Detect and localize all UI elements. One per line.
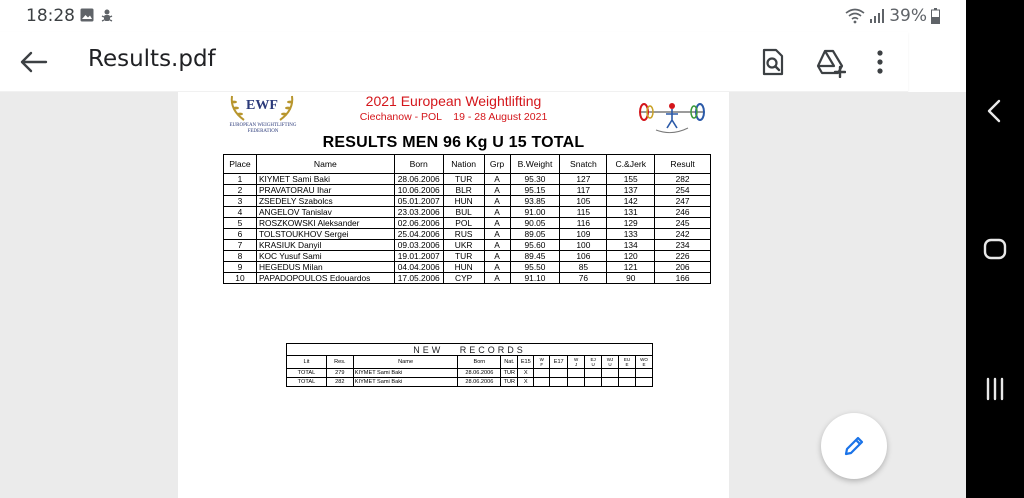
cell-cjerk: 121	[607, 262, 655, 273]
rec-cell-nat: TUR	[501, 369, 518, 378]
cell-place: 5	[224, 218, 257, 229]
cell-cjerk: 134	[607, 240, 655, 251]
cell-nation: BLR	[443, 185, 484, 196]
federation-name-line1: EUROPEAN WEIGHTLIFTING	[229, 123, 297, 128]
cell-result: 234	[655, 240, 711, 251]
pdf-page	[178, 92, 729, 498]
edit-fab-button[interactable]	[821, 413, 887, 479]
cell-name: ZSEDELY Szabolcs	[256, 196, 394, 207]
rec-cell-wj	[568, 378, 585, 387]
col-nation: Nation	[443, 155, 484, 174]
cell-name: PAPADOPOULOS Edouardos	[256, 273, 394, 284]
cell-place: 9	[224, 262, 257, 273]
cell-bweight: 93.85	[510, 196, 560, 207]
rec-cell-eue	[618, 369, 635, 378]
search-document-icon[interactable]	[756, 46, 788, 78]
cell-born: 17.05.2006	[394, 273, 443, 284]
rec-col-woe: WO E	[635, 356, 652, 369]
rec-cell-born: 28.06.2006	[458, 378, 501, 387]
add-to-drive-icon[interactable]	[814, 46, 846, 78]
cell-cjerk: 131	[607, 207, 655, 218]
cell-name: TOLSTOUKHOV Sergei	[256, 229, 394, 240]
rec-col-wf: W F	[534, 356, 550, 369]
cell-place: 2	[224, 185, 257, 196]
event-place-date: Ciechanow - POL 19 - 28 August 2021	[359, 111, 548, 123]
cell-cjerk: 120	[607, 251, 655, 262]
results-header-row	[224, 155, 711, 174]
cell-cjerk: 142	[607, 196, 655, 207]
cell-snatch: 85	[560, 262, 607, 273]
cell-name: KIYMET Sami Baki	[256, 174, 394, 185]
navigation-bar	[966, 0, 1024, 498]
rec-cell-lit: TOTAL	[287, 369, 327, 378]
cell-nation: BUL	[443, 207, 484, 218]
cell-grp: A	[484, 229, 510, 240]
image-icon	[80, 8, 94, 22]
cell-snatch: 116	[560, 218, 607, 229]
cell-result: 242	[655, 229, 711, 240]
table-row	[224, 251, 711, 262]
rec-cell-born: 28.06.2006	[458, 369, 501, 378]
more-options-icon[interactable]	[864, 46, 896, 78]
cell-result: 254	[655, 185, 711, 196]
rec-cell-woe	[635, 369, 652, 378]
cell-cjerk: 90	[607, 273, 655, 284]
cell-nation: HUN	[443, 262, 484, 273]
app-bar	[0, 32, 908, 92]
cell-cjerk: 137	[607, 185, 655, 196]
cell-bweight: 95.60	[510, 240, 560, 251]
table-row	[224, 273, 711, 284]
rec-cell-res: 282	[326, 378, 353, 387]
cell-nation: HUN	[443, 196, 484, 207]
records-title: NEW RECORDS	[286, 343, 653, 355]
championship-logo	[636, 94, 708, 138]
back-nav-icon[interactable]	[980, 96, 1010, 126]
cell-bweight: 91.00	[510, 207, 560, 218]
cell-born: 02.06.2006	[394, 218, 443, 229]
cell-nation: CYP	[443, 273, 484, 284]
document-title: Results.pdf	[88, 46, 216, 72]
cell-result: 206	[655, 262, 711, 273]
cell-bweight: 95.50	[510, 262, 560, 273]
cell-name: KOC Yusuf Sami	[256, 251, 394, 262]
cell-bweight: 89.05	[510, 229, 560, 240]
rec-col-wju: WJ U	[602, 356, 619, 369]
usb-debug-icon	[100, 8, 114, 24]
status-right-group	[845, 6, 940, 26]
table-row	[224, 229, 711, 240]
status-bar	[0, 0, 966, 32]
rec-cell-wf	[534, 369, 550, 378]
cell-snatch: 105	[560, 196, 607, 207]
back-arrow-icon[interactable]	[18, 48, 50, 76]
cell-born: 19.01.2007	[394, 251, 443, 262]
cell-born: 09.03.2006	[394, 240, 443, 251]
table-row	[224, 240, 711, 251]
cell-result: 247	[655, 196, 711, 207]
rec-cell-nat: TUR	[501, 378, 518, 387]
cell-place: 4	[224, 207, 257, 218]
cell-place: 7	[224, 240, 257, 251]
recents-nav-icon[interactable]	[980, 374, 1010, 404]
rec-col-e15: E15	[518, 356, 534, 369]
table-row	[224, 185, 711, 196]
rec-col-born: Born	[458, 356, 501, 369]
cell-snatch: 106	[560, 251, 607, 262]
results-heading: RESULTS MEN 96 Kg U 15 TOTAL	[322, 134, 585, 151]
rec-col-eju: EJ U	[585, 356, 602, 369]
cell-nation: TUR	[443, 251, 484, 262]
cell-grp: A	[484, 207, 510, 218]
rec-cell-woe	[635, 378, 652, 387]
rec-cell-e15: X	[518, 369, 534, 378]
cell-grp: A	[484, 273, 510, 284]
table-row	[224, 174, 711, 185]
cell-born: 23.03.2006	[394, 207, 443, 218]
wifi-question-icon	[845, 8, 865, 24]
cell-nation: TUR	[443, 174, 484, 185]
cell-result: 166	[655, 273, 711, 284]
rec-col-wj: W J	[568, 356, 585, 369]
ewf-logo-text: EWF	[246, 98, 278, 113]
cell-bweight: 89.45	[510, 251, 560, 262]
rec-col-eue: EU E	[618, 356, 635, 369]
rec-cell-res: 279	[326, 369, 353, 378]
rec-cell-wf	[534, 378, 550, 387]
rec-cell-name: KIYMET Sami Baki	[353, 369, 458, 378]
cell-place: 8	[224, 251, 257, 262]
edit-pencil-icon	[841, 433, 867, 459]
cell-name: PRAVATORAU Ihar	[256, 185, 394, 196]
home-nav-icon[interactable]	[980, 234, 1010, 264]
col-name: Name	[256, 155, 394, 174]
cell-grp: A	[484, 262, 510, 273]
record-row	[287, 378, 653, 387]
cell-grp: A	[484, 185, 510, 196]
battery-icon	[931, 8, 940, 24]
rec-col-e17: E17	[550, 356, 568, 369]
cell-snatch: 117	[560, 185, 607, 196]
col-born: Born	[394, 155, 443, 174]
rec-col-res: Res.	[326, 356, 353, 369]
cell-place: 6	[224, 229, 257, 240]
cell-grp: A	[484, 251, 510, 262]
cell-grp: A	[484, 240, 510, 251]
record-row	[287, 369, 653, 378]
table-row	[224, 218, 711, 229]
cell-born: 10.06.2006	[394, 185, 443, 196]
cell-name: HEGEDUS Milan	[256, 262, 394, 273]
cell-bweight: 95.15	[510, 185, 560, 196]
cell-born: 04.04.2006	[394, 262, 443, 273]
rec-cell-lit: TOTAL	[287, 378, 327, 387]
rec-cell-name: KIYMET Sami Baki	[353, 378, 458, 387]
cell-snatch: 127	[560, 174, 607, 185]
cell-snatch: 76	[560, 273, 607, 284]
cell-result: 226	[655, 251, 711, 262]
cell-cjerk: 133	[607, 229, 655, 240]
col-bweight: B.Weight	[510, 155, 560, 174]
table-row	[224, 207, 711, 218]
cell-cjerk: 155	[607, 174, 655, 185]
cell-name: KRASIUK Danyil	[256, 240, 394, 251]
col-result: Result	[655, 155, 711, 174]
cell-result: 245	[655, 218, 711, 229]
cell-name: ROSZKOWSKI Aleksander	[256, 218, 394, 229]
battery-percent: 39%	[889, 6, 927, 26]
cell-nation: RUS	[443, 229, 484, 240]
rec-col-nat: Nat.	[501, 356, 518, 369]
cell-cjerk: 129	[607, 218, 655, 229]
new-records-section	[286, 343, 653, 387]
col-grp: Grp	[484, 155, 510, 174]
rec-cell-wju	[602, 369, 619, 378]
records-header-row	[287, 356, 653, 369]
cell-snatch: 100	[560, 240, 607, 251]
rec-col-name: Name	[353, 356, 458, 369]
table-row	[224, 196, 711, 207]
cell-nation: POL	[443, 218, 484, 229]
signal-icon	[869, 8, 885, 24]
col-snatch: Snatch	[560, 155, 607, 174]
rec-cell-wju	[602, 378, 619, 387]
rec-cell-e17	[550, 369, 568, 378]
results-table	[223, 154, 711, 284]
cell-place: 10	[224, 273, 257, 284]
cell-bweight: 95.30	[510, 174, 560, 185]
rec-col-lit: Lit	[287, 356, 327, 369]
cell-bweight: 90.05	[510, 218, 560, 229]
cell-grp: A	[484, 218, 510, 229]
cell-place: 3	[224, 196, 257, 207]
event-title: 2021 European Weightlifting	[365, 93, 542, 109]
cell-snatch: 115	[560, 207, 607, 218]
status-time: 18:28	[26, 6, 75, 26]
rec-cell-e17	[550, 378, 568, 387]
cell-born: 28.06.2006	[394, 174, 443, 185]
cell-grp: A	[484, 196, 510, 207]
cell-grp: A	[484, 174, 510, 185]
rec-cell-eju	[585, 378, 602, 387]
cell-place: 1	[224, 174, 257, 185]
rec-cell-e15: X	[518, 378, 534, 387]
cell-result: 282	[655, 174, 711, 185]
rec-cell-eju	[585, 369, 602, 378]
rec-cell-eue	[618, 378, 635, 387]
table-row	[224, 262, 711, 273]
cell-born: 05.01.2007	[394, 196, 443, 207]
cell-born: 25.04.2006	[394, 229, 443, 240]
rec-cell-wj	[568, 369, 585, 378]
cell-nation: UKR	[443, 240, 484, 251]
cell-snatch: 109	[560, 229, 607, 240]
federation-name-line2: FEDERATION	[247, 129, 279, 134]
col-cjerk: C.&Jerk	[607, 155, 655, 174]
cell-bweight: 91.10	[510, 273, 560, 284]
cell-name: ANGELOV Tanislav	[256, 207, 394, 218]
records-table	[286, 355, 653, 387]
col-place: Place	[224, 155, 257, 174]
cell-result: 246	[655, 207, 711, 218]
